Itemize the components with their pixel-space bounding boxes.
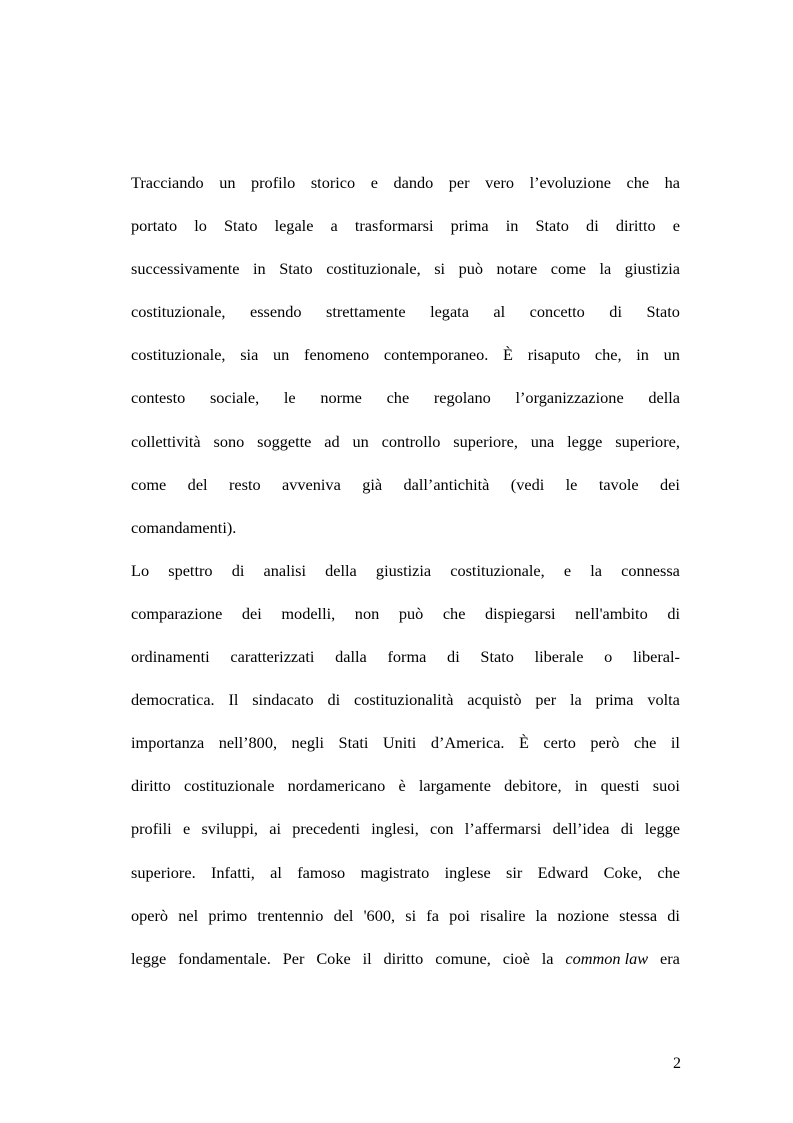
word: Stato bbox=[646, 302, 680, 322]
word: ha bbox=[664, 173, 680, 192]
text-line bbox=[131, 725, 680, 768]
word: Coke bbox=[316, 948, 351, 968]
word: contemporaneo. bbox=[383, 345, 489, 365]
word: stessa bbox=[619, 905, 658, 925]
word: fa bbox=[426, 905, 439, 925]
word: le bbox=[565, 474, 578, 494]
word: l’organizzazione bbox=[515, 388, 624, 408]
word: debitore, bbox=[504, 776, 562, 796]
word: certo bbox=[543, 733, 576, 753]
word: Lo bbox=[131, 560, 150, 580]
word: si bbox=[405, 905, 417, 925]
word: che bbox=[633, 733, 657, 753]
text-line bbox=[131, 337, 680, 380]
word: dei bbox=[660, 474, 680, 494]
word: un bbox=[273, 345, 290, 365]
word: costituzionale, bbox=[326, 259, 421, 279]
word: costituzionale, bbox=[131, 345, 226, 365]
word: Stato bbox=[480, 647, 514, 667]
word: la bbox=[535, 905, 548, 925]
word: volta bbox=[647, 690, 680, 710]
word: ordinamenti bbox=[131, 647, 210, 667]
word: (vedi bbox=[510, 474, 545, 494]
word: notare bbox=[496, 259, 538, 279]
word: risalire bbox=[480, 905, 526, 925]
word: e bbox=[672, 216, 680, 236]
word: Infatti, bbox=[210, 862, 255, 882]
word: di bbox=[609, 302, 622, 322]
word: prima bbox=[595, 690, 634, 710]
word: costituzionale bbox=[184, 776, 275, 796]
word: legge bbox=[644, 819, 680, 839]
word: in bbox=[253, 259, 266, 279]
word: lo bbox=[194, 216, 207, 236]
word: sono bbox=[213, 431, 245, 451]
word: Edward bbox=[537, 862, 589, 882]
word: in bbox=[505, 216, 519, 236]
word: che, bbox=[594, 345, 622, 365]
word: di bbox=[231, 560, 245, 580]
word: al bbox=[270, 862, 282, 882]
word: il bbox=[362, 948, 372, 968]
word: giustizia bbox=[375, 560, 432, 580]
text-line bbox=[131, 941, 680, 984]
word: Coke, bbox=[603, 862, 643, 882]
word: caratterizzati bbox=[230, 647, 315, 667]
word: di bbox=[586, 216, 599, 236]
text-line bbox=[131, 208, 680, 251]
word: inglese bbox=[444, 862, 491, 882]
word: la bbox=[569, 690, 582, 710]
word: la bbox=[599, 259, 612, 279]
word: suoi bbox=[652, 776, 680, 796]
word: superiore. bbox=[131, 862, 196, 882]
word: avveniva bbox=[282, 474, 341, 494]
text-line bbox=[131, 898, 680, 941]
text-line bbox=[131, 553, 680, 596]
word: la bbox=[590, 560, 602, 580]
word: il bbox=[670, 733, 680, 753]
word: che bbox=[386, 388, 410, 408]
word: Il bbox=[228, 690, 239, 710]
word: Stati bbox=[338, 733, 369, 753]
word: e bbox=[370, 173, 378, 192]
word: largamente bbox=[418, 776, 491, 796]
word: comparazione bbox=[131, 603, 223, 623]
word: di bbox=[667, 603, 680, 623]
word: nell'ambito bbox=[575, 603, 648, 623]
word: nordamericano bbox=[287, 776, 386, 796]
word: connessa bbox=[621, 560, 680, 580]
word: dando bbox=[393, 173, 434, 192]
word: come bbox=[131, 474, 167, 494]
word: o bbox=[604, 647, 613, 667]
text-line bbox=[131, 165, 680, 208]
text-line bbox=[131, 682, 680, 725]
word: tavole bbox=[598, 474, 639, 494]
text-line bbox=[131, 855, 680, 898]
word: Per bbox=[282, 948, 305, 968]
word: acquistò bbox=[467, 690, 522, 710]
word: importanza bbox=[131, 733, 205, 753]
text-line bbox=[131, 251, 680, 294]
word: famoso bbox=[297, 862, 346, 882]
word: concetto bbox=[529, 302, 585, 322]
word: nel bbox=[178, 905, 199, 925]
word: nell’800, bbox=[218, 733, 278, 753]
word: legata bbox=[430, 302, 469, 322]
word: '600, bbox=[363, 905, 396, 925]
word: superiore, bbox=[453, 431, 518, 451]
word: controllo bbox=[381, 431, 441, 451]
word: sviluppi, bbox=[201, 819, 258, 839]
word: common law bbox=[565, 948, 649, 968]
word: liberal- bbox=[632, 647, 680, 667]
word: legge bbox=[567, 431, 603, 451]
word: profili bbox=[131, 819, 172, 839]
word: profilo bbox=[251, 173, 296, 192]
word: modelli, bbox=[281, 603, 336, 623]
word: prima bbox=[450, 216, 489, 236]
word: dispiegarsi bbox=[485, 603, 556, 623]
word: forma bbox=[387, 647, 427, 667]
word: della bbox=[648, 388, 680, 408]
word: con bbox=[430, 819, 454, 839]
word: e bbox=[182, 819, 191, 839]
word: la bbox=[541, 948, 554, 968]
word: vero bbox=[485, 173, 515, 192]
word: dalla bbox=[335, 647, 367, 667]
word: primo bbox=[208, 905, 248, 925]
word: operò bbox=[131, 905, 169, 925]
word: liberale bbox=[534, 647, 584, 667]
word: dall’antichità bbox=[403, 474, 490, 494]
word: per bbox=[535, 690, 557, 710]
word: superiore, bbox=[615, 431, 680, 451]
word: del bbox=[333, 905, 354, 925]
word: di bbox=[620, 819, 634, 839]
text-line bbox=[131, 639, 680, 682]
word: un bbox=[663, 345, 680, 365]
word: sindacato bbox=[252, 690, 314, 710]
word: giustizia bbox=[624, 259, 680, 279]
word: comune, bbox=[435, 948, 491, 968]
word: negli bbox=[291, 733, 325, 753]
word: portato bbox=[131, 216, 178, 236]
word: ad bbox=[324, 431, 340, 451]
word: essendo bbox=[249, 302, 302, 322]
text-line bbox=[131, 467, 680, 510]
text-line bbox=[131, 380, 680, 423]
word: una bbox=[530, 431, 555, 451]
text-line bbox=[131, 811, 680, 854]
word: storico bbox=[310, 173, 356, 192]
word: precedenti bbox=[292, 819, 361, 839]
word: era bbox=[660, 948, 680, 968]
word: Stato bbox=[279, 259, 313, 279]
word: diritto bbox=[131, 776, 171, 796]
word: trentennio bbox=[257, 905, 324, 925]
word: già bbox=[362, 474, 383, 494]
word: strettamente bbox=[326, 302, 406, 322]
word: l’affermarsi bbox=[464, 819, 542, 839]
word: legale bbox=[274, 216, 314, 236]
word: Uniti bbox=[382, 733, 417, 753]
word: inglesi, bbox=[371, 819, 419, 839]
word: legge bbox=[131, 948, 167, 968]
word: analisi bbox=[263, 560, 306, 580]
text-line bbox=[131, 596, 680, 639]
word: spettro bbox=[168, 560, 213, 580]
word: non bbox=[354, 603, 380, 623]
word: di bbox=[327, 690, 341, 710]
word: sociale, bbox=[209, 388, 260, 408]
word: Stato bbox=[535, 216, 569, 236]
word: d’America. bbox=[430, 733, 505, 753]
word: ai bbox=[269, 819, 281, 839]
word: cioè bbox=[502, 948, 530, 968]
word: sia bbox=[240, 345, 259, 365]
word: è bbox=[398, 776, 406, 796]
word: soggette bbox=[257, 431, 312, 451]
word: e bbox=[563, 560, 572, 580]
word: È bbox=[518, 733, 529, 753]
word: al bbox=[493, 302, 506, 322]
word: Stato bbox=[223, 216, 258, 236]
word: che bbox=[442, 603, 466, 623]
word: che bbox=[657, 862, 680, 882]
word: in bbox=[574, 776, 588, 796]
word: diritto bbox=[383, 948, 424, 968]
word: può bbox=[458, 259, 484, 279]
word: costituzionalità bbox=[353, 690, 454, 710]
word: di bbox=[447, 647, 460, 667]
word: si bbox=[434, 259, 446, 279]
word: diritto bbox=[615, 216, 656, 236]
word: le bbox=[283, 388, 296, 408]
word: della bbox=[325, 560, 357, 580]
word: per bbox=[448, 173, 470, 192]
body-text bbox=[131, 165, 680, 984]
word: contesto bbox=[131, 388, 186, 408]
text-line bbox=[131, 510, 680, 553]
word: costituzionale, bbox=[131, 302, 226, 322]
word: un bbox=[219, 173, 236, 192]
word: questi bbox=[600, 776, 640, 796]
word: fenomeno bbox=[304, 345, 370, 365]
word: un bbox=[352, 431, 369, 451]
word: trasformarsi bbox=[354, 216, 434, 236]
page-number: 2 bbox=[673, 1055, 681, 1072]
word: comandamenti). bbox=[131, 517, 237, 537]
word: costituzionale, bbox=[450, 560, 545, 580]
word: di bbox=[667, 905, 680, 925]
word: norme bbox=[320, 388, 362, 408]
text-line bbox=[131, 768, 680, 811]
word: resto bbox=[228, 474, 261, 494]
word: che bbox=[626, 173, 650, 192]
word: come bbox=[550, 259, 587, 279]
word: democratica. bbox=[131, 690, 215, 710]
word: può bbox=[398, 603, 424, 623]
word: del bbox=[187, 474, 208, 494]
word: fondamentale. bbox=[178, 948, 271, 968]
word: collettività bbox=[131, 431, 201, 451]
word: a bbox=[330, 216, 338, 236]
text-line bbox=[131, 294, 680, 337]
word: È bbox=[503, 345, 513, 365]
word: poi bbox=[449, 905, 470, 925]
text-line bbox=[131, 424, 680, 467]
word: nozione bbox=[557, 905, 609, 925]
word: dei bbox=[241, 603, 262, 623]
word: risaputo bbox=[527, 345, 581, 365]
word: però bbox=[590, 733, 620, 753]
word: sir bbox=[506, 862, 523, 882]
word: regolano bbox=[433, 388, 491, 408]
word: l’evoluzione bbox=[529, 173, 611, 192]
word: dell’idea bbox=[552, 819, 610, 839]
word: magistrato bbox=[360, 862, 430, 882]
word: successivamente bbox=[131, 259, 240, 279]
word: in bbox=[636, 345, 649, 365]
word: Tracciando bbox=[131, 173, 204, 192]
